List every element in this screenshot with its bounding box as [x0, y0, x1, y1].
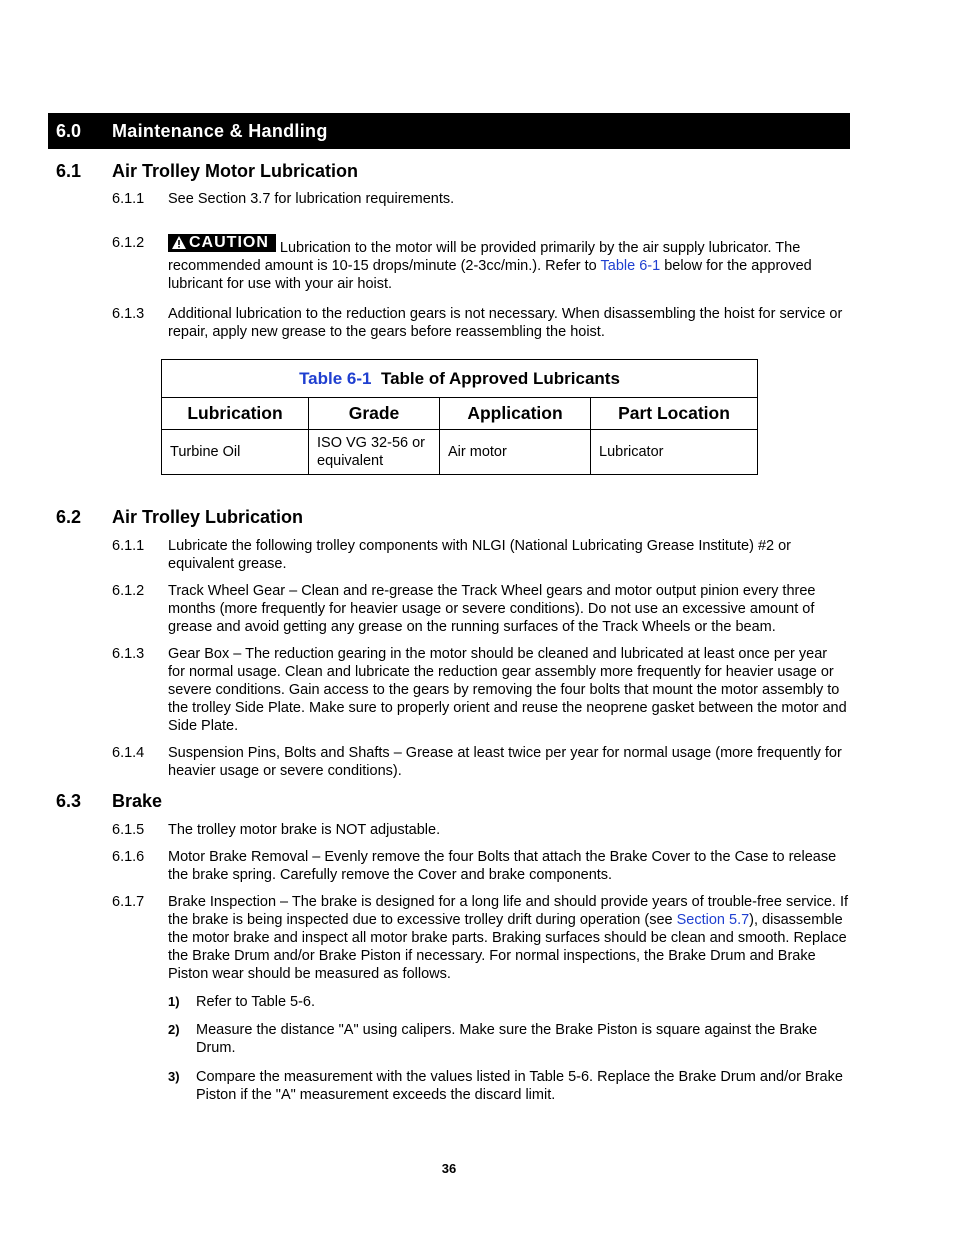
para-number: 6.1.5 — [112, 822, 145, 838]
section-title: Brake — [112, 791, 163, 811]
step-number: 3) — [168, 1069, 180, 1084]
para-text-a: Brake Inspection – The brake is designed for a long life and should provide years of trouble-free service. If the brake is being inspected due to excessive trolley drift during operation (see — [168, 894, 849, 928]
table-caption-link[interactable]: Table 6-1 — [299, 368, 372, 388]
para-number: 6.1.2 — [112, 583, 145, 599]
brake-inspection-paragraph — [168, 893, 848, 983]
para-text-b: below for the approved lubricant for use with your air hoist. — [168, 258, 812, 292]
table-6-1-link[interactable]: Table 6-1 — [600, 258, 661, 274]
lubricants-table — [161, 359, 758, 475]
header-part-location: Part Location — [591, 398, 758, 430]
section-number: 6.2 — [56, 507, 82, 527]
table-row — [162, 430, 758, 475]
step-text: Measure the distance "A" using calipers. Make sure the Brake Piston is square against the Brake Drum. — [196, 1022, 818, 1056]
para-text-b: ), disassemble the motor brake and inspect all motor brake parts. Braking surfaces should be clean and smooth. Replace the Brake Drum and/or Brake Piston if necessary. For normal inspections, the Brake Drum and Brake Piston wear should be measured as follows. — [168, 912, 847, 982]
step-number: 1) — [168, 994, 180, 1009]
para-text: The trolley motor brake is NOT adjustable. — [168, 822, 441, 838]
para-text: Track Wheel Gear – Clean and re-grease the Track Wheel gears and motor output pinion every three months (more frequently for heavier usage or severe conditions). Do not use an excessive amount of grease and avoid getting any grease on the running surfaces of the Track Wheels or the beam. — [168, 583, 816, 635]
section-5-7-link[interactable]: Section 5.7 — [676, 912, 750, 928]
para-text: Suspension Pins, Bolts and Shafts – Grease at least twice per year for normal usage (more frequently for heavier usage or severe conditions). — [168, 745, 842, 779]
section-number: 6.3 — [56, 791, 82, 811]
para-number: 6.1.1 — [112, 538, 145, 554]
section-number: 6.1 — [56, 161, 82, 181]
section-6-3-heading — [0, 791, 954, 813]
header-lubrication: Lubrication — [162, 398, 309, 430]
para-number: 6.1.2 — [112, 235, 145, 251]
para-number: 6.1.7 — [112, 894, 145, 910]
step-text: Refer to Table 5-6. — [196, 994, 316, 1010]
table-caption-text: Table of Approved Lubricants — [380, 368, 620, 388]
header-grade: Grade — [309, 398, 440, 430]
para-text: Gear Box – The reduction gearing in the motor should be cleaned and lubricated at least once per year for normal usage. Clean and lubricate the reduction gear assembly more frequently for heavier usage or severe conditions. Gain access to the gears by removing the four bolts that mount the motor assembly to the trolley Side Plate. Make sure to properly orient and reuse the neoprene gasket between the motor and Side Plate. — [168, 646, 847, 734]
para-number: 6.1.4 — [112, 745, 145, 761]
section-6-1-heading — [0, 161, 954, 183]
caution-paragraph — [168, 234, 848, 293]
para-text: Motor Brake Removal – Evenly remove the four Bolts that attach the Brake Cover to the Case to release the brake spring. Carefully remove the Cover and brake components. — [168, 849, 837, 883]
cell-lubrication: Turbine Oil — [162, 430, 309, 475]
cell-application: Air motor — [440, 430, 591, 475]
para-number: 6.1.3 — [112, 306, 145, 322]
section-6-2-heading — [0, 507, 954, 529]
page-number: 36 — [441, 1161, 457, 1176]
warning-triangle-icon — [172, 236, 186, 249]
banner-title: Maintenance & Handling — [112, 121, 328, 141]
section-title: Air Trolley Motor Lubrication — [112, 161, 359, 181]
para-text: Lubricate the following trolley components with NLGI (National Lubricating Grease Institute) #2 or equivalent grease. — [168, 538, 792, 572]
para-text-a: Lubrication to the motor will be provided primarily by the air supply lubricator. The recommended amount is 10-15 drops/minute (2-3cc/min.). Refer to — [168, 240, 801, 274]
cell-part-location: Lubricator — [591, 430, 758, 475]
section-title: Air Trolley Lubrication — [112, 507, 304, 527]
section-banner — [48, 113, 850, 149]
para-text: Additional lubrication to the reduction gears is not necessary. When disassembling the hoist for service or repair, apply new grease to the gears before reassembling the hoist. — [168, 306, 843, 340]
step-number: 2) — [168, 1022, 180, 1037]
banner-number: 6.0 — [56, 121, 82, 141]
para-number: 6.1.1 — [112, 191, 145, 207]
para-number: 6.1.3 — [112, 646, 145, 662]
step-text: Compare the measurement with the values listed in Table 5-6. Replace the Brake Drum and/or Brake Piston if the "A" measurement exceeds the discard limit. — [196, 1069, 843, 1103]
header-application: Application — [440, 398, 591, 430]
caution-badge: CAUTION — [168, 234, 276, 252]
cell-grade: ISO VG 32-56 or equivalent — [309, 430, 440, 475]
para-text: See Section 3.7 for lubrication requirements. — [168, 191, 455, 207]
para-number: 6.1.6 — [112, 849, 145, 865]
table-caption — [162, 360, 758, 398]
